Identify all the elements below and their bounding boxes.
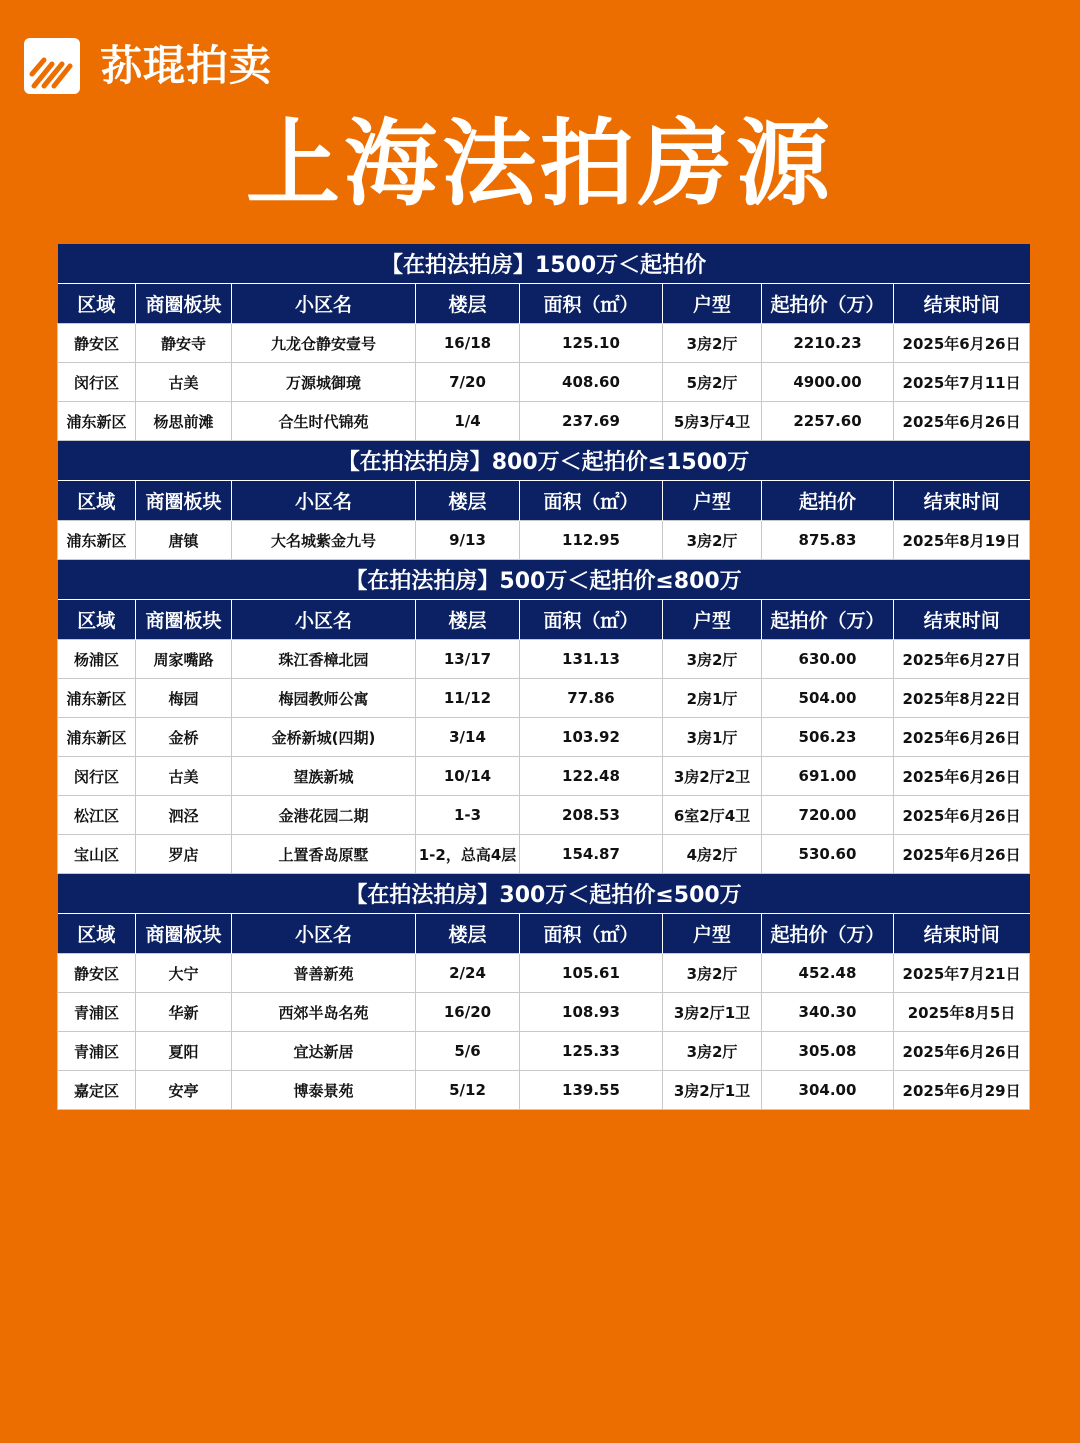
column-header: 商圈板块 [136, 481, 232, 521]
column-header: 面积（㎡） [520, 481, 663, 521]
table-cell: 嘉定区 [58, 1071, 136, 1110]
table-cell: 合生时代锦苑 [232, 402, 416, 441]
column-header: 楼层 [416, 914, 520, 954]
table-cell: 闵行区 [58, 757, 136, 796]
table-cell: 大宁 [136, 954, 232, 993]
table-cell: 4房2厅 [663, 835, 762, 874]
column-header: 商圈板块 [136, 914, 232, 954]
column-header: 起拍价（万） [762, 914, 894, 954]
table-row [58, 993, 1030, 1032]
column-header: 户型 [663, 914, 762, 954]
table-cell: 望族新城 [232, 757, 416, 796]
table-cell: 梅园教师公寓 [232, 679, 416, 718]
table-cell: 静安寺 [136, 324, 232, 363]
table-cell: 2257.60 [762, 402, 894, 441]
table-cell: 16/18 [416, 324, 520, 363]
table-row [58, 1032, 1030, 1071]
table-cell: 古美 [136, 757, 232, 796]
table-row [58, 1071, 1030, 1110]
table-cell: 408.60 [520, 363, 663, 402]
table-cell: 2025年8月5日 [894, 993, 1030, 1032]
table-cell: 万源城御璄 [232, 363, 416, 402]
table-row [58, 640, 1030, 679]
section-title: 【在拍法拍房】800万＜起拍价≤1500万 [58, 441, 1030, 481]
table-cell: 2025年6月26日 [894, 1032, 1030, 1071]
column-header: 小区名 [232, 481, 416, 521]
table-cell: 2025年6月26日 [894, 324, 1030, 363]
column-header: 起拍价（万） [762, 600, 894, 640]
table-cell: 2025年7月11日 [894, 363, 1030, 402]
table-cell: 875.83 [762, 521, 894, 560]
table-cell: 7/20 [416, 363, 520, 402]
table-cell: 普善新苑 [232, 954, 416, 993]
column-header: 小区名 [232, 284, 416, 324]
table-cell: 105.61 [520, 954, 663, 993]
table-cell: 530.60 [762, 835, 894, 874]
table-cell: 浦东新区 [58, 521, 136, 560]
table-cell: 2025年6月27日 [894, 640, 1030, 679]
table-body [58, 244, 1030, 1110]
column-header: 商圈板块 [136, 600, 232, 640]
stripes-logo-icon [24, 38, 80, 94]
table-cell: 上置香岛原墅 [232, 835, 416, 874]
table-cell: 1-3 [416, 796, 520, 835]
table-cell: 10/14 [416, 757, 520, 796]
table-cell: 11/12 [416, 679, 520, 718]
table-cell: 5房3厅4卫 [663, 402, 762, 441]
table-cell: 125.10 [520, 324, 663, 363]
table-cell: 金港花园二期 [232, 796, 416, 835]
table-cell: 2房1厅 [663, 679, 762, 718]
column-header-row [58, 600, 1030, 640]
column-header: 户型 [663, 284, 762, 324]
table-cell: 浦东新区 [58, 679, 136, 718]
column-header: 小区名 [232, 914, 416, 954]
table-cell: 梅园 [136, 679, 232, 718]
table-cell: 13/17 [416, 640, 520, 679]
table-cell: 松江区 [58, 796, 136, 835]
listings-table [57, 244, 1030, 1110]
table-cell: 3房2厅1卫 [663, 993, 762, 1032]
table-cell: 2025年6月26日 [894, 835, 1030, 874]
table-cell: 1-2，总高4层 [416, 835, 520, 874]
table-cell: 3房2厅1卫 [663, 1071, 762, 1110]
table-cell: 2025年6月26日 [894, 796, 1030, 835]
table-cell: 5/12 [416, 1071, 520, 1110]
column-header: 商圈板块 [136, 284, 232, 324]
table-cell: 大名城紫金九号 [232, 521, 416, 560]
column-header: 区域 [58, 481, 136, 521]
table-cell: 3房2厅 [663, 640, 762, 679]
section-title: 【在拍法拍房】500万＜起拍价≤800万 [58, 560, 1030, 600]
column-header: 区域 [58, 914, 136, 954]
brand-name: 荪琨拍卖 [100, 41, 273, 90]
table-cell: 103.92 [520, 718, 663, 757]
table-cell: 静安区 [58, 324, 136, 363]
table-row [58, 835, 1030, 874]
table-cell: 504.00 [762, 679, 894, 718]
table-cell: 131.13 [520, 640, 663, 679]
table-cell: 闵行区 [58, 363, 136, 402]
table-cell: 305.08 [762, 1032, 894, 1071]
table-cell: 630.00 [762, 640, 894, 679]
table-cell: 罗店 [136, 835, 232, 874]
table-cell: 5房2厅 [663, 363, 762, 402]
table-cell: 340.30 [762, 993, 894, 1032]
column-header: 户型 [663, 600, 762, 640]
table-cell: 452.48 [762, 954, 894, 993]
table-cell: 9/13 [416, 521, 520, 560]
table-cell: 2025年6月26日 [894, 402, 1030, 441]
table-cell: 宜达新居 [232, 1032, 416, 1071]
table-cell: 112.95 [520, 521, 663, 560]
table-cell: 125.33 [520, 1032, 663, 1071]
table-cell: 2/24 [416, 954, 520, 993]
section-title-row [58, 560, 1030, 600]
table-cell: 华新 [136, 993, 232, 1032]
column-header: 楼层 [416, 481, 520, 521]
column-header: 户型 [663, 481, 762, 521]
table-cell: 237.69 [520, 402, 663, 441]
section-title-row [58, 441, 1030, 481]
table-cell: 2025年8月19日 [894, 521, 1030, 560]
table-cell: 6室2厅4卫 [663, 796, 762, 835]
table-cell: 杨思前滩 [136, 402, 232, 441]
column-header: 楼层 [416, 600, 520, 640]
column-header: 结束时间 [894, 284, 1030, 324]
table-cell: 青浦区 [58, 1032, 136, 1071]
table-cell: 3房2厅2卫 [663, 757, 762, 796]
table-row [58, 363, 1030, 402]
column-header-row [58, 481, 1030, 521]
table-row [58, 796, 1030, 835]
column-header: 区域 [58, 600, 136, 640]
table-row [58, 718, 1030, 757]
table-cell: 浦东新区 [58, 718, 136, 757]
column-header: 起拍价（万） [762, 284, 894, 324]
table-cell: 金桥新城(四期) [232, 718, 416, 757]
column-header: 小区名 [232, 600, 416, 640]
table-cell: 4900.00 [762, 363, 894, 402]
column-header-row [58, 284, 1030, 324]
table-cell: 3/14 [416, 718, 520, 757]
column-header: 结束时间 [894, 914, 1030, 954]
section-title: 【在拍法拍房】1500万＜起拍价 [58, 244, 1030, 284]
column-header: 起拍价 [762, 481, 894, 521]
table-cell: 108.93 [520, 993, 663, 1032]
column-header: 结束时间 [894, 481, 1030, 521]
table-row [58, 402, 1030, 441]
table-cell: 77.86 [520, 679, 663, 718]
table-cell: 3房2厅 [663, 1032, 762, 1071]
table-cell: 博泰景苑 [232, 1071, 416, 1110]
table-cell: 139.55 [520, 1071, 663, 1110]
table-row [58, 521, 1030, 560]
table-row [58, 954, 1030, 993]
table-cell: 3房1厅 [663, 718, 762, 757]
column-header: 面积（㎡） [520, 284, 663, 324]
table-cell: 安亭 [136, 1071, 232, 1110]
section-title: 【在拍法拍房】300万＜起拍价≤500万 [58, 874, 1030, 914]
listings-table-wrap [57, 244, 1029, 1110]
section-title-row [58, 874, 1030, 914]
table-cell: 154.87 [520, 835, 663, 874]
column-header: 区域 [58, 284, 136, 324]
table-cell: 3房2厅 [663, 521, 762, 560]
table-cell: 西郊半岛名苑 [232, 993, 416, 1032]
column-header: 结束时间 [894, 600, 1030, 640]
table-cell: 691.00 [762, 757, 894, 796]
table-cell: 2210.23 [762, 324, 894, 363]
table-cell: 青浦区 [58, 993, 136, 1032]
column-header-row [58, 914, 1030, 954]
table-cell: 2025年6月29日 [894, 1071, 1030, 1110]
column-header: 面积（㎡） [520, 600, 663, 640]
table-cell: 珠江香樟北园 [232, 640, 416, 679]
table-cell: 古美 [136, 363, 232, 402]
table-cell: 122.48 [520, 757, 663, 796]
table-cell: 泗泾 [136, 796, 232, 835]
table-cell: 杨浦区 [58, 640, 136, 679]
table-cell: 静安区 [58, 954, 136, 993]
table-cell: 506.23 [762, 718, 894, 757]
table-cell: 3房2厅 [663, 324, 762, 363]
table-row [58, 679, 1030, 718]
table-cell: 2025年7月21日 [894, 954, 1030, 993]
table-row [58, 757, 1030, 796]
table-cell: 208.53 [520, 796, 663, 835]
table-cell: 2025年6月26日 [894, 757, 1030, 796]
table-cell: 九龙仓静安壹号 [232, 324, 416, 363]
table-cell: 2025年6月26日 [894, 718, 1030, 757]
table-cell: 3房2厅 [663, 954, 762, 993]
table-cell: 宝山区 [58, 835, 136, 874]
brand [24, 38, 272, 94]
table-row [58, 324, 1030, 363]
table-cell: 16/20 [416, 993, 520, 1032]
table-cell: 金桥 [136, 718, 232, 757]
column-header: 面积（㎡） [520, 914, 663, 954]
table-cell: 1/4 [416, 402, 520, 441]
page-title: 上海法拍房源 [245, 110, 834, 219]
section-title-row [58, 244, 1030, 284]
table-cell: 浦东新区 [58, 402, 136, 441]
table-cell: 720.00 [762, 796, 894, 835]
table-cell: 夏阳 [136, 1032, 232, 1071]
column-header: 楼层 [416, 284, 520, 324]
table-cell: 周家嘴路 [136, 640, 232, 679]
table-cell: 304.00 [762, 1071, 894, 1110]
table-cell: 唐镇 [136, 521, 232, 560]
table-cell: 2025年8月22日 [894, 679, 1030, 718]
table-cell: 5/6 [416, 1032, 520, 1071]
